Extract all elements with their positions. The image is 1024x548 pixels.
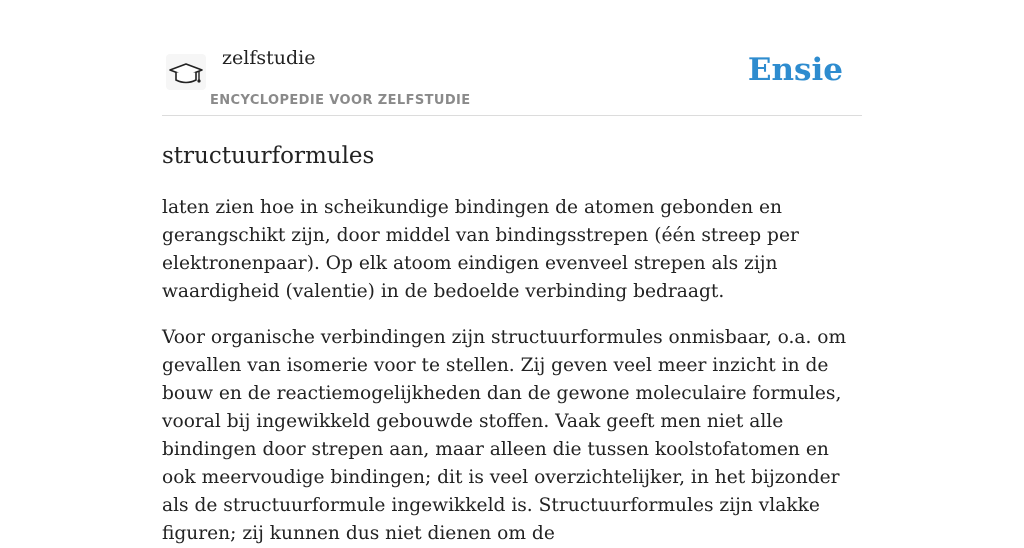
article-paragraph-2: Voor organische verbindingen zijn structuurformules onmisbaar, o.a. om gevallen van isomerie voor te stellen. Zij geven veel meer inzicht in de bouw en de reactiemogelijkheden dan de gewone moleculaire formules, vooral bij ingewikkeld gebouwde stoffen. Vaak geeft men niet alle bindingen door strepen aan, maar alleen die tussen koolstofatomen en ook meervoudige bindingen; dit is veel overzichtelijker, in het bijzonder als de structuurformule ingewikkeld is. Structuurformules zijn vlakke figuren; zij kunnen dus niet dienen om de — [162, 327, 847, 544]
site-name-link[interactable]: zelfstudie — [222, 47, 316, 69]
site-tagline: ENCYCLOPEDIE VOOR ZELFSTUDIE — [210, 93, 471, 108]
site-header — [162, 0, 862, 116]
brand-logo-link[interactable]: Ensie — [747, 52, 843, 88]
article-paragraph-1: laten zien hoe in scheikundige bindingen de atomen gebonden en gerangschikt zijn, door middel van bindingsstrepen (één streep per elektronenpaar). Op elk atoom eindigen evenveel strepen als zijn waardigheid (valentie) in de bedoelde verbinding bedraagt. — [162, 197, 799, 302]
content-container — [162, 0, 862, 548]
article — [162, 142, 862, 548]
graduation-cap-icon[interactable] — [166, 54, 206, 90]
article-title: structuurformules — [162, 143, 375, 169]
